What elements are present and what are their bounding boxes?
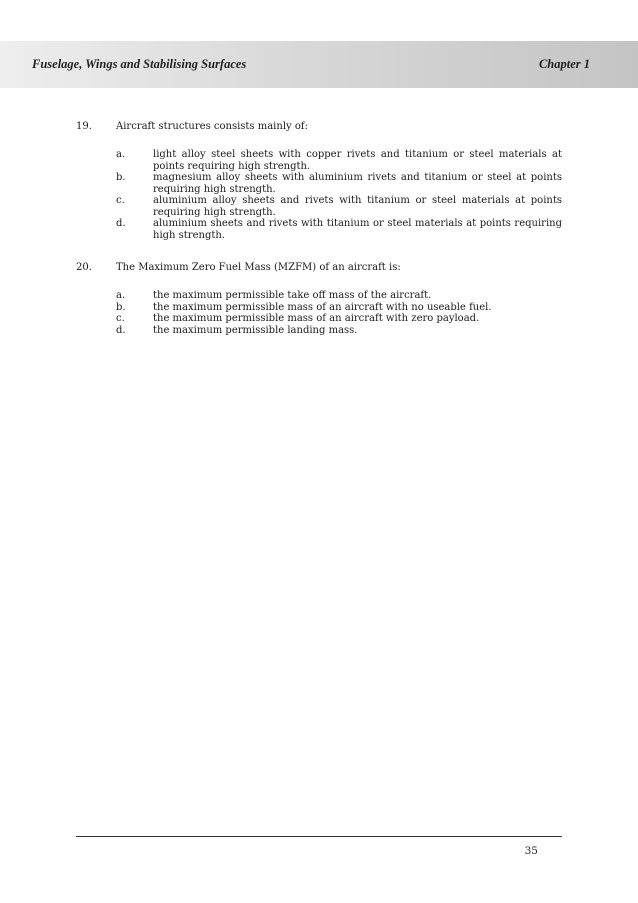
answer-option-c bbox=[76, 313, 562, 325]
option-text: aluminium sheets and rivets with titanium or steel materials at points requiring high strength. bbox=[153, 218, 562, 241]
option-letter: a. bbox=[116, 290, 126, 301]
answer-option-b bbox=[76, 172, 562, 195]
question-text: The Maximum Zero Fuel Mass (MZFM) of an aircraft is: bbox=[116, 262, 401, 273]
question-number: 20. bbox=[76, 262, 92, 273]
page-number: 35 bbox=[524, 845, 538, 857]
answer-option-b bbox=[76, 302, 562, 314]
option-text: the maximum permissible mass of an aircraft with no useable fuel. bbox=[153, 301, 492, 313]
answer-options bbox=[76, 149, 562, 241]
answer-option-a bbox=[76, 290, 562, 302]
question-number: 19. bbox=[76, 121, 92, 132]
option-text: magnesium alloy sheets with aluminium rivets and titanium or steel at points requiring high strength. bbox=[153, 172, 562, 195]
option-letter: c. bbox=[116, 313, 125, 324]
option-text: the maximum permissible mass of an aircraft with zero payload. bbox=[153, 313, 480, 324]
question-stem bbox=[76, 262, 562, 274]
question-stem bbox=[76, 121, 562, 133]
option-letter: d. bbox=[116, 218, 126, 229]
chapter-number: Chapter 1 bbox=[538, 57, 590, 71]
answer-option-a bbox=[76, 149, 562, 172]
answer-options bbox=[76, 290, 562, 336]
option-text: the maximum permissible landing mass. bbox=[153, 324, 358, 336]
option-letter: d. bbox=[116, 324, 126, 336]
answer-option-d bbox=[76, 325, 562, 337]
answer-option-c bbox=[76, 195, 562, 218]
chapter-title: Fuselage, Wings and Stabilising Surfaces bbox=[32, 57, 247, 71]
option-letter: a. bbox=[116, 149, 126, 160]
question-20 bbox=[76, 262, 562, 336]
question-19 bbox=[76, 121, 562, 241]
option-text: the maximum permissible take off mass of the aircraft. bbox=[153, 290, 432, 301]
option-text: light alloy steel sheets with copper rivets and titanium or steel materials at points requiring high strength. bbox=[153, 149, 562, 172]
option-letter: c. bbox=[116, 195, 125, 206]
option-text: aluminium alloy sheets and rivets with titanium or steel materials at points requiring high strength. bbox=[153, 195, 562, 218]
answer-option-d bbox=[76, 218, 562, 241]
option-letter: b. bbox=[116, 301, 126, 313]
footer-rule bbox=[76, 836, 562, 837]
option-letter: b. bbox=[116, 172, 126, 183]
question-text: Aircraft structures consists mainly of: bbox=[116, 121, 308, 132]
